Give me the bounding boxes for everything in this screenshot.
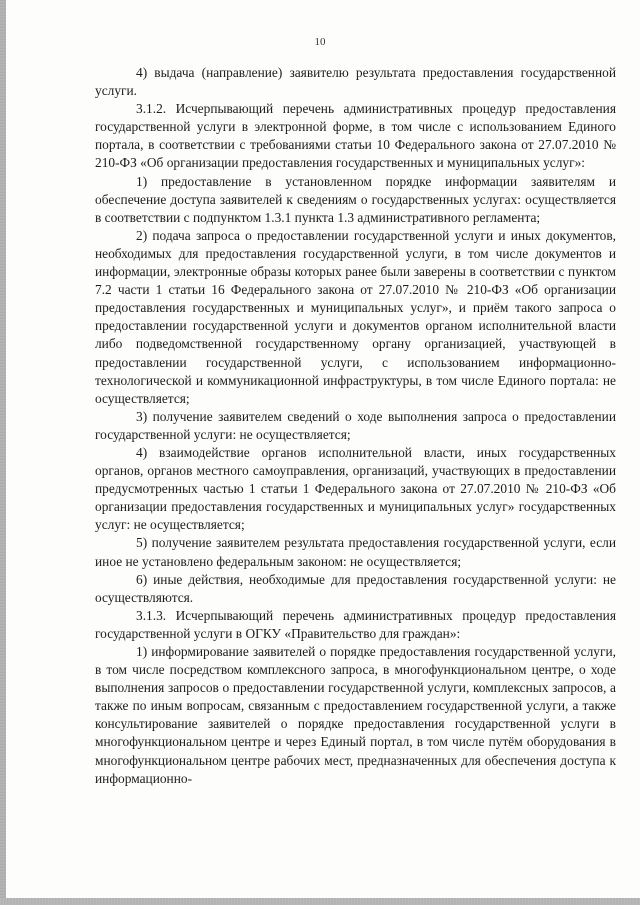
paragraph-item-4-interaction: 4) взаимодействие органов исполнительной власти, иных государственных органов, органов местного самоуправления, организаций, участвующих в предоставлении предусмотренных частью 1 статьи 1 Федерального закона от 27.07.2010 № 210-ФЗ «Об организации предоставления государственных и муниципальных услуг» государственных услуг: не осуществляется; (95, 444, 616, 533)
scan-left-edge (0, 0, 6, 905)
paragraph-item-1-informing: 1) информирование заявителей о порядке предоставления государственной услуги, в том числе посредством комплексного запроса, в многофункциональном центре, о ходе выполнения запросов о предоставлении государственной услуги, комплексных запросов, а также по иным вопросам, связанным с предоставлением государственной услуги, а также консультирование заявителей о порядке предоставления государственной услуги в многофункциональном центре и через Единый портал, в том числе путём оборудования в многофункциональном центре рабочих мест, предназначенных для обеспечения доступа к информационно- (95, 644, 616, 786)
paragraph-section-3-1-2: 3.1.2. Исчерпывающий перечень административных процедур предоставления государственной услуги в электронной форме, в том числе с использованием Единого портала, в соответствии с требованиями статьи 10 Федерального закона от 27.07.2010 № 210-ФЗ «Об организации предоставления государственных и муниципальных услуг»: (95, 101, 616, 171)
paragraph-item-3-status-info: 3) получение заявителем сведений о ходе выполнения запроса о предоставлении государственной услуги: не осуществляется; (95, 408, 616, 442)
paragraph-item-5-result: 5) получение заявителем результата предоставления государственной услуги, если иное не установлено федеральным законом: не осуществляется; (95, 535, 616, 569)
paragraph-item-1-information: 1) предоставление в установленном порядке информации заявителям и обеспечение доступа заявителей к сведениям о государственных услугах: осуществляется в соответствии с подпунктом 1.3.1 пункта 1.3 административного регламента; (95, 173, 616, 225)
document-body (95, 64, 616, 788)
scan-bottom-edge (0, 898, 640, 905)
paragraph-item-6-other-actions: 6) иные действия, необходимые для предоставления государственной услуги: не осуществляются. (95, 571, 616, 605)
page-number: 10 (314, 36, 326, 48)
paragraph-item-4-issuance: 4) выдача (направление) заявителю результата предоставления государственной услуги. (95, 65, 616, 99)
paragraph-item-2-request-submission: 2) подача запроса о предоставлении государственной услуги и иных документов, необходимых для предоставления государственной услуги, в том числе документов и информации, электронные образы которых ранее были заверены в соответствии с пунктом 7.2 части 1 статьи 16 Федерального закона от 27.07.2010 № 210-ФЗ «Об организации предоставления государственных и муниципальных услуг», и приём такого запроса о предоставлении государственной услуги и документов органом исполнительной власти либо подведомственной государственному органу организацией, участвующей в предоставлении государственной услуги, с использованием информационно-технологической и коммуникационной инфраструктуры, в том числе Единого портала: не осуществляется; (95, 227, 616, 406)
paragraph-section-3-1-3: 3.1.3. Исчерпывающий перечень административных процедур предоставления государственной услуги в ОГКУ «Правительство для граждан»: (95, 607, 616, 641)
